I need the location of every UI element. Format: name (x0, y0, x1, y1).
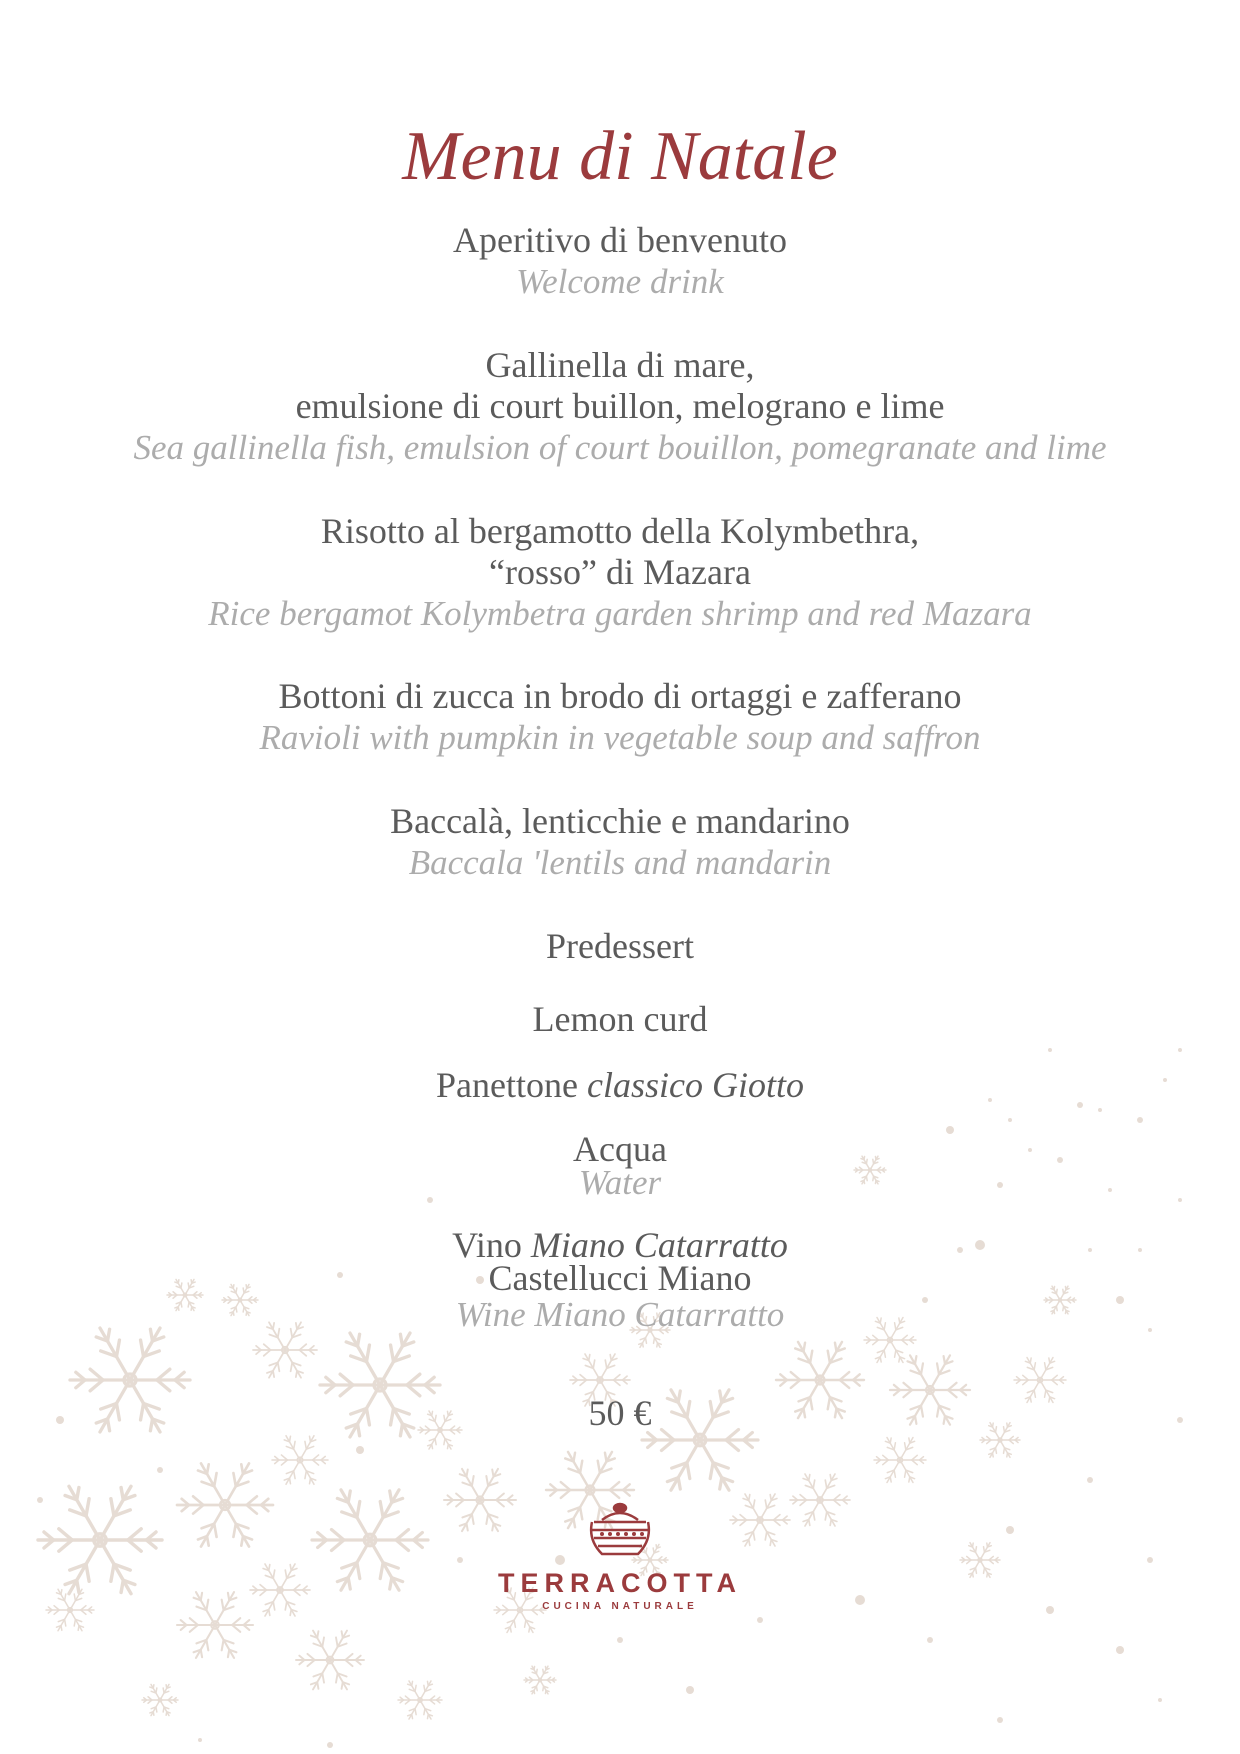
course-vino (0, 1225, 1240, 1335)
course-italian (0, 1065, 1240, 1106)
course-english: Water (578, 1163, 662, 1202)
course-english: Ravioli with pumpkin in vegetable soup and saffron (259, 718, 981, 757)
course-english: Welcome drink (516, 262, 724, 301)
course-italian: Lemon curd (532, 999, 708, 1039)
snowflake-icon (38, 1486, 162, 1593)
course-acqua (0, 1129, 1240, 1202)
course-name-italic: Miano Catarratto (530, 1225, 788, 1265)
course-italian: Aperitivo di benvenuto (453, 220, 787, 260)
snow-dot (855, 1595, 865, 1605)
course-italian: Baccalà, lenticchie e mandarino (390, 801, 850, 841)
snowflake-icon (177, 1592, 253, 1658)
course-english: Rice bergamot Kolymbetra garden shrimp and red Mazara (208, 594, 1032, 633)
snow-dot (1006, 1526, 1014, 1534)
course-italian: Predessert (546, 926, 694, 966)
snowflake-icon (142, 1684, 178, 1715)
brand-name: TERRACOTTA (498, 1568, 742, 1598)
course-english: Baccala 'lentils and mandarin (408, 843, 832, 882)
snowflake-icon (874, 1437, 926, 1482)
course-italian-line2: emulsione di court buillon, melograno e lime (295, 386, 945, 426)
snowflake-icon (960, 1543, 1000, 1578)
course-risotto (0, 511, 1240, 634)
course-lemon-curd (0, 999, 1240, 1040)
snow-dot (327, 1742, 333, 1748)
terracotta-pot-icon (580, 1500, 660, 1562)
course-italian: Gallinella di mare, (485, 345, 755, 385)
course-panettone (0, 1065, 1240, 1106)
snowflake-icon (177, 1463, 273, 1546)
snow-dot (1087, 1477, 1093, 1483)
course-predessert (0, 926, 1240, 967)
course-gallinella (0, 345, 1240, 468)
course-english: Wine Miano Catarratto (455, 1295, 785, 1334)
course-bottoni (0, 676, 1240, 758)
brand-tagline: CUCINA NATURALE (542, 1601, 698, 1612)
restaurant-logo (480, 1500, 760, 1640)
snow-dot (1116, 1646, 1124, 1654)
snow-dot (1008, 1118, 1012, 1122)
snow-dot (1048, 1048, 1052, 1052)
snow-dot (1158, 1698, 1162, 1702)
snow-dot (927, 1637, 933, 1643)
snowflake-icon (524, 1666, 556, 1694)
snow-dot (1137, 1117, 1143, 1123)
menu-price: 50 € (588, 1393, 652, 1433)
course-italian-line2: “rosso” di Mazara (489, 552, 751, 592)
snowflake-icon (46, 1589, 94, 1631)
course-italian: Risotto al bergamotto della Kolymbethra, (320, 511, 920, 551)
snow-dot (37, 1497, 43, 1503)
course-baccala (0, 801, 1240, 883)
snowflake-icon (398, 1681, 442, 1719)
snow-dot (1178, 1048, 1182, 1052)
snowflake-icon (250, 1564, 310, 1616)
snowflake-icon (312, 1490, 428, 1590)
snow-dot (356, 1446, 364, 1454)
course-name: Vino (452, 1225, 522, 1265)
course-italian: Acqua (573, 1129, 667, 1169)
snow-dot (198, 1738, 202, 1742)
snow-dot (997, 1717, 1003, 1723)
snow-dot (157, 1467, 163, 1473)
course-aperitivo (0, 220, 1240, 302)
menu-title: Menu di Natale (402, 118, 838, 195)
snowflake-icon (296, 1631, 364, 1690)
snow-dot (686, 1686, 694, 1694)
course-name-italic: classico Giotto (586, 1065, 804, 1105)
snow-dot (1147, 1557, 1153, 1563)
snow-dot (1046, 1606, 1054, 1614)
course-english: Sea gallinella fish, emulsion of court bouillon, pomegranate and lime (133, 428, 1107, 467)
snowflake-icon (790, 1474, 850, 1526)
course-italian-line2: Castellucci Miano (488, 1258, 752, 1298)
course-name: Panettone (436, 1065, 578, 1105)
snow-dot (1098, 1108, 1102, 1112)
course-italian: Bottoni di zucca in brodo di ortaggi e zafferano (278, 676, 962, 716)
snowflake-icon (272, 1436, 328, 1484)
snow-dot (457, 1557, 463, 1563)
